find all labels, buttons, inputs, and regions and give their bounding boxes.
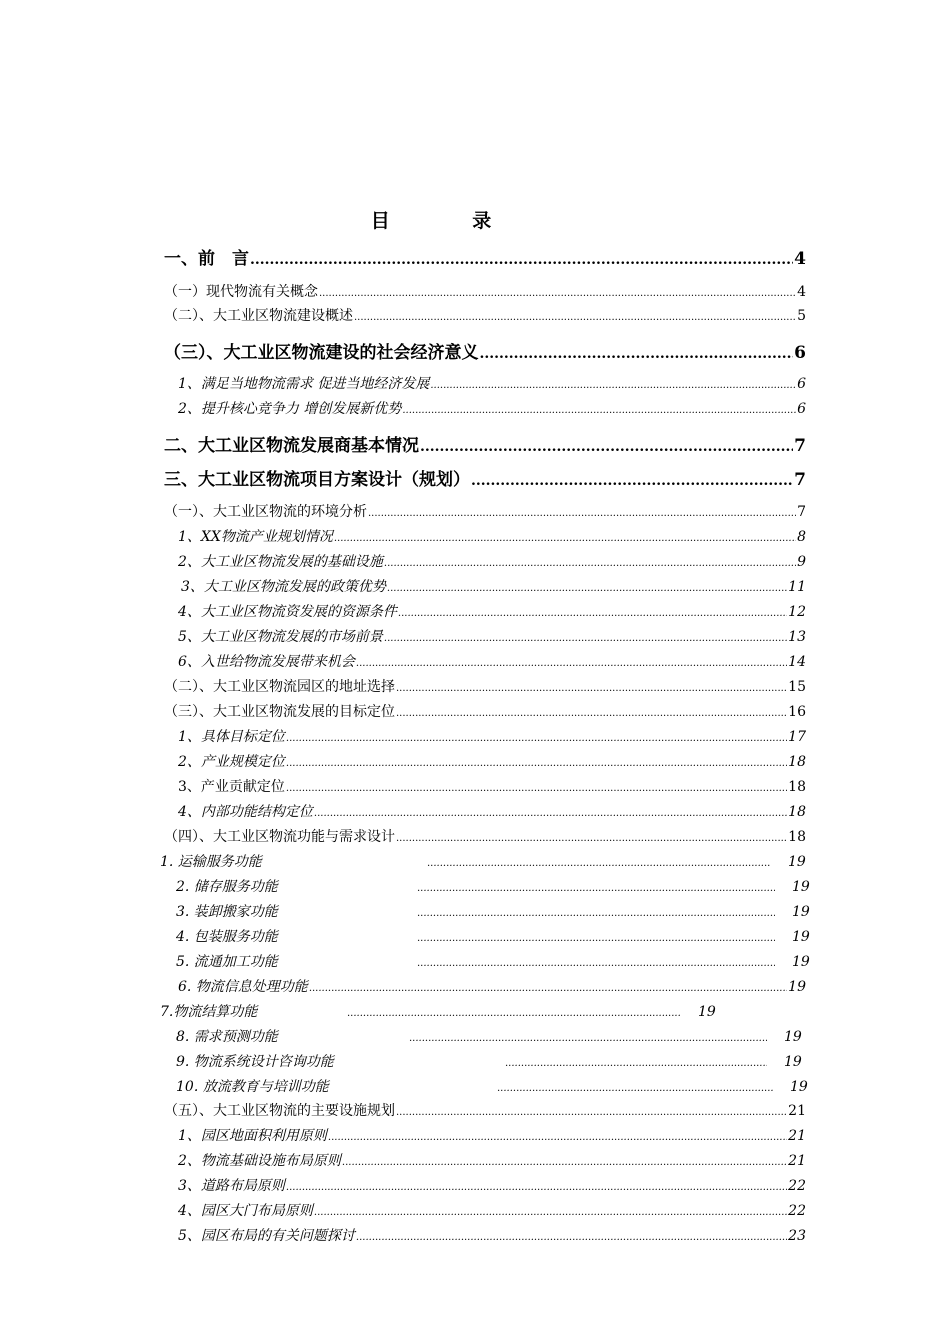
toc-entry-text: 2. 储存服务功能 <box>176 879 278 895</box>
toc-page-number: 6 <box>797 376 806 392</box>
toc-leader <box>309 984 787 994</box>
toc-entry-text: 10. 放流教育与培训功能 <box>176 1079 329 1095</box>
toc-page-number: 21 <box>788 1128 806 1144</box>
toc-entry[interactable] <box>160 851 806 871</box>
toc-entry-text: 3. 装卸搬家功能 <box>176 904 278 920</box>
toc-entry-text: （三）、大工业区物流发展的目标定位 <box>164 704 395 720</box>
toc-leader <box>250 253 793 267</box>
toc-leader <box>356 1233 787 1243</box>
toc-page-number: 22 <box>788 1203 806 1219</box>
toc-entry[interactable] <box>181 576 806 596</box>
toc-page-number: 14 <box>788 654 806 670</box>
toc-leader <box>417 909 775 919</box>
toc-entry-text: 8. 需求预测功能 <box>176 1029 278 1045</box>
toc-leader <box>417 934 775 944</box>
toc-entry[interactable] <box>178 1125 806 1145</box>
toc-entry-text: 4、园区大门布局原则 <box>178 1203 313 1219</box>
toc-page-number: 17 <box>788 729 806 745</box>
toc-leader <box>286 1183 787 1193</box>
toc-entry[interactable] <box>160 1001 720 1021</box>
toc-entry[interactable] <box>178 1200 806 1220</box>
toc-page-number: 21 <box>788 1153 806 1169</box>
toc-entry-text: 2、产业规模定位 <box>178 754 285 770</box>
toc-entry[interactable] <box>164 1100 806 1120</box>
toc-entry[interactable] <box>178 526 806 546</box>
toc-entry-text: 1、园区地面积利用原则 <box>178 1128 327 1144</box>
toc-entry-text: 2、提升核心竞争力 增创发展新优势 <box>178 401 402 417</box>
toc-entry-text: 三、大工业区物流项目方案设计（规划） <box>164 470 470 490</box>
toc-entry[interactable] <box>178 398 806 418</box>
toc-page-number: 18 <box>788 829 806 845</box>
toc-leader <box>387 584 787 594</box>
toc-entry-text: （一）、大工业区物流的环境分析 <box>164 504 367 520</box>
toc-leader <box>368 509 796 519</box>
toc-entry[interactable] <box>176 951 810 971</box>
toc-entry[interactable] <box>164 305 806 325</box>
toc-page-number: 21 <box>788 1103 806 1119</box>
toc-leader <box>314 809 787 819</box>
toc-page-number: 11 <box>788 579 806 595</box>
toc-entry[interactable] <box>178 976 806 996</box>
toc-page-number: 19 <box>792 879 810 895</box>
toc-leader <box>409 1034 767 1044</box>
toc-leader <box>334 534 796 544</box>
toc-entry-text: （四）、大工业区物流功能与需求设计 <box>164 829 395 845</box>
toc-leader <box>354 313 796 323</box>
toc-page-number: 13 <box>788 629 806 645</box>
toc-entry-text: （五）、大工业区物流的主要设施规划 <box>164 1103 395 1119</box>
toc-leader <box>286 759 787 769</box>
toc-page-number: 16 <box>788 704 806 720</box>
toc-page-number: 19 <box>788 979 806 995</box>
toc-page-number: 23 <box>788 1228 806 1244</box>
toc-leader <box>417 884 775 894</box>
toc-entry[interactable] <box>178 601 806 621</box>
toc-entry-text: 1、满足当地物流需求 促进当地经济发展 <box>178 376 430 392</box>
toc-leader <box>347 1009 681 1019</box>
toc-entry-text: 5、园区布局的有关问题探讨 <box>178 1228 355 1244</box>
toc-page-number: 15 <box>788 679 806 695</box>
toc-entry-text: 1、XX物流产业规划情况 <box>178 529 333 545</box>
toc-entry-text: 3、产业贡献定位 <box>178 779 285 795</box>
toc-page-number: 9 <box>797 554 806 570</box>
toc-entry[interactable] <box>178 626 806 646</box>
toc-entry[interactable] <box>176 901 810 921</box>
toc-entry-text: （二）、大工业区物流园区的地址选择 <box>164 679 395 695</box>
toc-leader <box>427 859 771 869</box>
toc-leader <box>356 659 787 669</box>
toc-entry[interactable] <box>164 465 806 490</box>
toc-entry-text: 2、物流基础设施布局原则 <box>178 1153 341 1169</box>
toc-entry-text: 4. 包装服务功能 <box>176 929 278 945</box>
toc-page-number: 18 <box>788 754 806 770</box>
toc-entry[interactable] <box>176 926 810 946</box>
toc-leader <box>314 1208 787 1218</box>
toc-entry[interactable] <box>164 431 806 456</box>
toc-entry-text: 2、大工业区物流发展的基础设施 <box>178 554 383 570</box>
toc-page-number: 7 <box>794 470 806 490</box>
toc-entry[interactable] <box>164 244 806 269</box>
toc-page-number: 19 <box>792 954 810 970</box>
toc-page-number: 12 <box>788 604 806 620</box>
toc-leader <box>286 784 787 794</box>
toc-entry-text: 二、大工业区物流发展商基本情况 <box>164 436 419 456</box>
toc-leader <box>342 1158 787 1168</box>
toc-leader <box>505 1059 767 1069</box>
toc-entry-text: （一）现代物流有关概念 <box>164 284 318 300</box>
toc-page-number: 22 <box>788 1178 806 1194</box>
toc-leader <box>398 609 787 619</box>
toc-page-number: 19 <box>792 904 810 920</box>
toc-entry-text: 5、大工业区物流发展的市场前景 <box>178 629 383 645</box>
toc-entry-text: （三）、大工业区物流建设的社会经济意义 <box>164 343 479 363</box>
toc-page-number: 4 <box>797 284 806 300</box>
toc-entry-text: 1. 运输服务功能 <box>160 854 262 870</box>
toc-entry[interactable] <box>164 701 806 721</box>
toc-entry-text: 一、前 言 <box>164 249 249 269</box>
toc-page-number: 7 <box>797 504 806 520</box>
toc-leader <box>430 381 796 391</box>
toc-page-number: 19 <box>792 929 810 945</box>
toc-page-number: 7 <box>794 436 806 456</box>
toc-entry[interactable] <box>178 1175 806 1195</box>
toc-leader <box>384 634 787 644</box>
toc-entry-text: 7.物流结算功能 <box>160 1004 258 1020</box>
toc-page-number: 18 <box>788 779 806 795</box>
toc-entry-text: 1、具体目标定位 <box>178 729 285 745</box>
toc-entry[interactable] <box>164 501 806 521</box>
toc-leader <box>471 474 793 488</box>
toc-page-number: 6 <box>797 401 806 417</box>
toc-page-number: 18 <box>788 804 806 820</box>
toc-page-number: 19 <box>784 1029 802 1045</box>
toc-entry[interactable] <box>164 281 806 301</box>
toc-entry-text: 9. 物流系统设计咨询功能 <box>176 1054 334 1070</box>
toc-entry[interactable] <box>178 801 806 821</box>
toc-leader <box>396 834 787 844</box>
toc-entry[interactable] <box>176 1051 806 1071</box>
toc-page-number: 4 <box>794 249 806 269</box>
toc-entry-text: 6. 物流信息处理功能 <box>178 979 308 995</box>
toc-entry-text: 6、入世给物流发展带来机会 <box>178 654 355 670</box>
toc-entry[interactable] <box>178 726 806 746</box>
toc-entry-text: 4、内部功能结构定位 <box>178 804 313 820</box>
toc-leader <box>402 406 796 416</box>
toc-entry[interactable] <box>178 373 806 393</box>
toc-entry[interactable] <box>178 751 806 771</box>
toc-page-number: 6 <box>794 343 806 363</box>
toc-entry[interactable] <box>176 1026 806 1046</box>
toc-entry-text: 4、大工业区物流资发展的资源条件 <box>178 604 397 620</box>
toc-leader <box>384 559 796 569</box>
toc-entry[interactable] <box>164 338 806 363</box>
toc-entry[interactable] <box>178 776 806 796</box>
toc-page-number: 8 <box>797 529 806 545</box>
toc-entry[interactable] <box>178 651 806 671</box>
toc-entry[interactable] <box>178 1225 806 1245</box>
toc-title: 目 录 <box>370 210 530 232</box>
toc-leader <box>286 734 787 744</box>
toc-leader <box>497 1084 773 1094</box>
toc-page-number: 19 <box>788 854 806 870</box>
toc-entry[interactable] <box>176 1076 806 1096</box>
toc-entry[interactable] <box>164 676 806 696</box>
toc-page-number: 19 <box>790 1079 808 1095</box>
toc-leader <box>396 1108 787 1118</box>
toc-page-number: 5 <box>797 308 806 324</box>
toc-entry-text: 3、大工业区物流发展的政策优势 <box>181 579 386 595</box>
toc-page-number: 19 <box>784 1054 802 1070</box>
toc-page-number: 19 <box>698 1004 716 1020</box>
toc-entry[interactable] <box>176 876 810 896</box>
toc-entry-text: 5. 流通加工功能 <box>176 954 278 970</box>
toc-entry-text: （二）、大工业区物流建设概述 <box>164 308 353 324</box>
toc-leader <box>480 347 794 361</box>
toc-entry-text: 3、道路布局原则 <box>178 1178 285 1194</box>
toc-entry[interactable] <box>164 826 806 846</box>
toc-leader <box>328 1133 787 1143</box>
toc-leader <box>420 440 793 454</box>
toc-leader <box>396 684 787 694</box>
toc-entry[interactable] <box>178 551 806 571</box>
toc-leader <box>396 709 787 719</box>
toc-leader <box>319 289 796 299</box>
toc-entry[interactable] <box>178 1150 806 1170</box>
toc-leader <box>417 959 775 969</box>
